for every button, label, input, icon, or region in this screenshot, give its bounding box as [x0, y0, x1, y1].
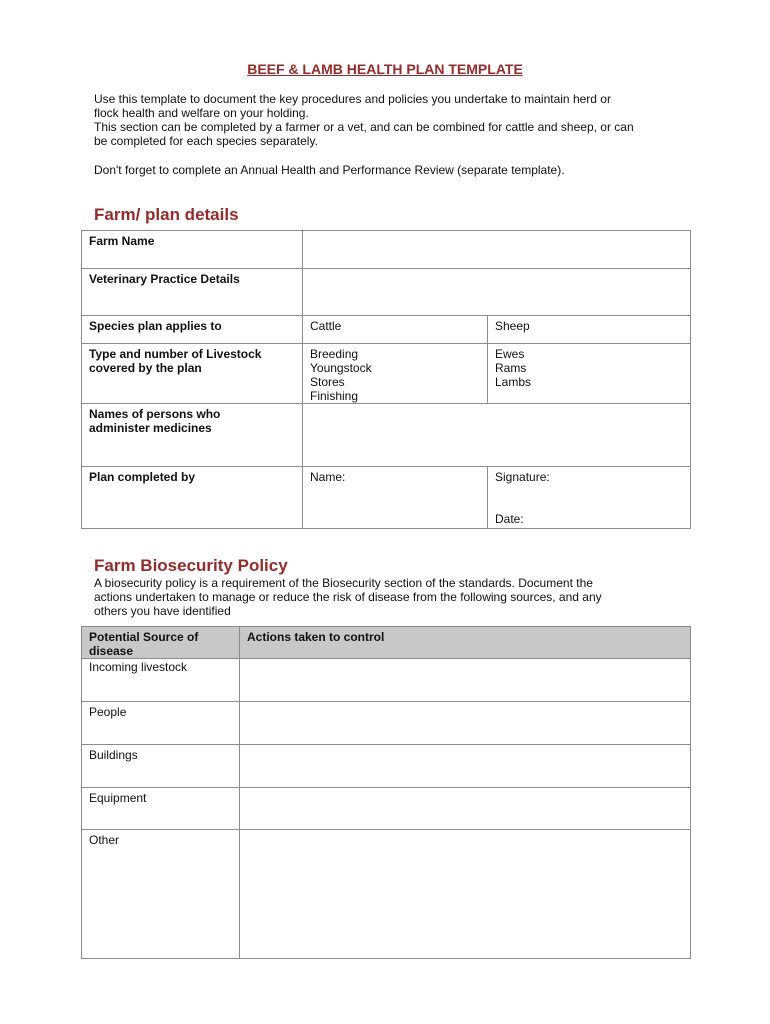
species-cattle-option[interactable]: Cattle — [303, 316, 488, 344]
actions-field[interactable] — [240, 830, 691, 959]
biosecurity-description — [94, 576, 694, 618]
sheep-type-item: Rams — [495, 361, 527, 375]
actions-field[interactable] — [240, 659, 691, 702]
signature-date-field[interactable] — [488, 467, 691, 529]
intro-line: be completed for each species separately. — [94, 134, 318, 148]
actions-field[interactable] — [240, 745, 691, 788]
farm-plan-heading: Farm/ plan details — [94, 205, 239, 224]
date-label: Date: — [495, 512, 524, 526]
livestock-label — [82, 344, 303, 404]
intro-line: Use this template to document the key procedures and policies you undertake to maintain herd or — [94, 92, 611, 106]
species-label: Species plan applies to — [82, 316, 303, 344]
source-equipment: Equipment — [82, 788, 240, 830]
source-column-header — [82, 627, 240, 659]
farm-name-label: Farm Name — [82, 231, 303, 269]
source-other: Other — [82, 830, 240, 959]
signature-label: Signature: — [495, 470, 550, 484]
farm-name-field[interactable] — [303, 231, 691, 269]
sheep-type-item: Ewes — [495, 347, 525, 361]
biosecurity-desc-line: A biosecurity policy is a requirement of the Biosecurity section of the standards. Document the — [94, 576, 593, 590]
source-buildings: Buildings — [82, 745, 240, 788]
name-label: Name: — [310, 470, 346, 484]
farm-plan-table — [81, 230, 691, 529]
intro-line: flock health and welfare on your holding. — [94, 106, 309, 120]
biosecurity-desc-line: actions undertaken to manage or reduce the risk of disease from the following sources, and any — [94, 590, 602, 604]
medicine-persons-line: administer medicines — [89, 421, 212, 435]
cattle-type-item: Stores — [310, 375, 345, 389]
sheep-type-item: Lambs — [495, 375, 532, 389]
reminder-text: Don't forget to complete an Annual Health and Performance Review (separate template). — [94, 163, 565, 177]
actions-column-header: Actions taken to control — [240, 627, 691, 659]
vet-practice-field[interactable] — [303, 269, 691, 316]
medicine-persons-line: Names of persons who — [89, 407, 221, 421]
source-incoming-livestock: Incoming livestock — [82, 659, 240, 702]
biosecurity-desc-line: others you have identified — [94, 604, 231, 618]
vet-practice-label: Veterinary Practice Details — [82, 269, 303, 316]
sheep-types-cell[interactable] — [488, 344, 691, 404]
source-people: People — [82, 702, 240, 745]
cattle-type-item: Breeding — [310, 347, 359, 361]
livestock-label-line: Type and number of Livestock — [89, 347, 262, 361]
source-header-line: disease — [89, 644, 134, 658]
cattle-type-item: Finishing — [310, 389, 359, 403]
cattle-types-cell[interactable] — [303, 344, 488, 404]
completed-by-name-field[interactable] — [303, 467, 488, 529]
document-title: BEEF & LAMB HEALTH PLAN TEMPLATE — [247, 61, 523, 77]
cattle-type-item: Youngstock — [310, 361, 372, 375]
biosecurity-heading: Farm Biosecurity Policy — [94, 556, 288, 575]
intro-line: This section can be completed by a farmer or a vet, and can be combined for cattle and sheep, or can — [94, 120, 634, 134]
actions-field[interactable] — [240, 702, 691, 745]
species-sheep-option[interactable]: Sheep — [488, 316, 691, 344]
source-header-line: Potential Source of — [89, 630, 199, 644]
medicine-persons-field[interactable] — [303, 404, 691, 467]
livestock-label-line: covered by the plan — [89, 361, 202, 375]
completed-by-label: Plan completed by — [82, 467, 303, 529]
actions-field[interactable] — [240, 788, 691, 830]
biosecurity-table — [81, 626, 691, 959]
intro-paragraph — [94, 92, 694, 148]
medicine-persons-label — [82, 404, 303, 467]
